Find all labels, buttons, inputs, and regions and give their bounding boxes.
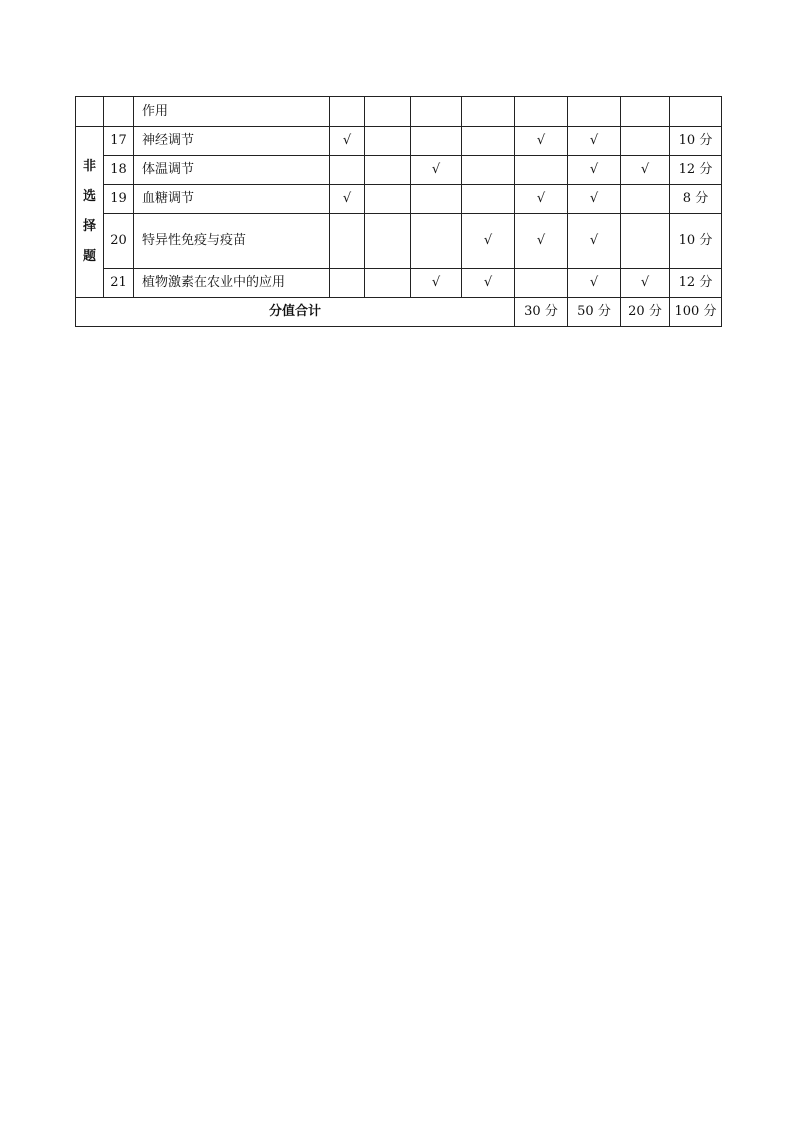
mark-cell: [330, 97, 365, 127]
mark-cell: √: [621, 156, 670, 185]
mark-cell: [515, 97, 568, 127]
mark-cell: [365, 185, 411, 214]
mark-cell: √: [568, 127, 621, 156]
score-cell: 10 分: [670, 127, 722, 156]
question-number: 21: [104, 269, 134, 298]
mark-cell: [330, 269, 365, 298]
mark-cell: √: [568, 214, 621, 269]
question-number: 18: [104, 156, 134, 185]
table-row: [76, 185, 722, 214]
mark-cell: [462, 185, 515, 214]
mark-cell: [411, 127, 462, 156]
mark-cell: [621, 127, 670, 156]
number-cell-empty: [104, 97, 134, 127]
mark-cell: [365, 214, 411, 269]
mark-cell: [515, 269, 568, 298]
mark-cell: [365, 97, 411, 127]
category-cell: [76, 127, 104, 298]
table-row: [76, 214, 722, 269]
score-cell: 12 分: [670, 269, 722, 298]
total-value: 100 分: [670, 298, 722, 327]
total-value: 20 分: [621, 298, 670, 327]
topic-cell: 植物激素在农业中的应用: [134, 269, 330, 298]
mark-cell: [365, 156, 411, 185]
mark-cell: [462, 97, 515, 127]
mark-cell: [568, 97, 621, 127]
mark-cell: [411, 185, 462, 214]
mark-cell: [365, 269, 411, 298]
mark-cell: √: [568, 269, 621, 298]
mark-cell: [462, 156, 515, 185]
topic-cell: 体温调节: [134, 156, 330, 185]
table-row: [76, 156, 722, 185]
question-number: 17: [104, 127, 134, 156]
table-row: [76, 269, 722, 298]
total-label: 分值合计: [76, 298, 515, 327]
score-cell: 8 分: [670, 185, 722, 214]
mark-cell: [330, 156, 365, 185]
total-row: [76, 298, 722, 327]
topic-cell: 神经调节: [134, 127, 330, 156]
mark-cell: [330, 214, 365, 269]
mark-cell: √: [462, 214, 515, 269]
question-number: 19: [104, 185, 134, 214]
mark-cell: √: [568, 185, 621, 214]
mark-cell: √: [462, 269, 515, 298]
mark-cell: [515, 156, 568, 185]
mark-cell: √: [515, 127, 568, 156]
mark-cell: [621, 214, 670, 269]
question-number: 20: [104, 214, 134, 269]
topic-cell: 特异性免疫与疫苗: [134, 214, 330, 269]
score-cell: 12 分: [670, 156, 722, 185]
table-body: [76, 97, 722, 327]
mark-cell: [462, 127, 515, 156]
score-cell: 10 分: [670, 214, 722, 269]
mark-cell: √: [330, 185, 365, 214]
mark-cell: [365, 127, 411, 156]
table-row-continuation: [76, 97, 722, 127]
mark-cell: [411, 97, 462, 127]
mark-cell: [621, 97, 670, 127]
mark-cell: [621, 185, 670, 214]
mark-cell: [411, 214, 462, 269]
total-value: 50 分: [568, 298, 621, 327]
mark-cell: √: [515, 214, 568, 269]
topic-cell: 血糖调节: [134, 185, 330, 214]
mark-cell: √: [411, 269, 462, 298]
mark-cell: √: [411, 156, 462, 185]
topic-cell: 作用: [134, 97, 330, 127]
total-value: 30 分: [515, 298, 568, 327]
mark-cell: [670, 97, 722, 127]
category-cell-empty: [76, 97, 104, 127]
mark-cell: √: [330, 127, 365, 156]
table-row: [76, 127, 722, 156]
mark-cell: √: [568, 156, 621, 185]
category-label: 非选择题: [82, 159, 96, 264]
score-distribution-table: [75, 96, 722, 327]
mark-cell: √: [515, 185, 568, 214]
mark-cell: √: [621, 269, 670, 298]
